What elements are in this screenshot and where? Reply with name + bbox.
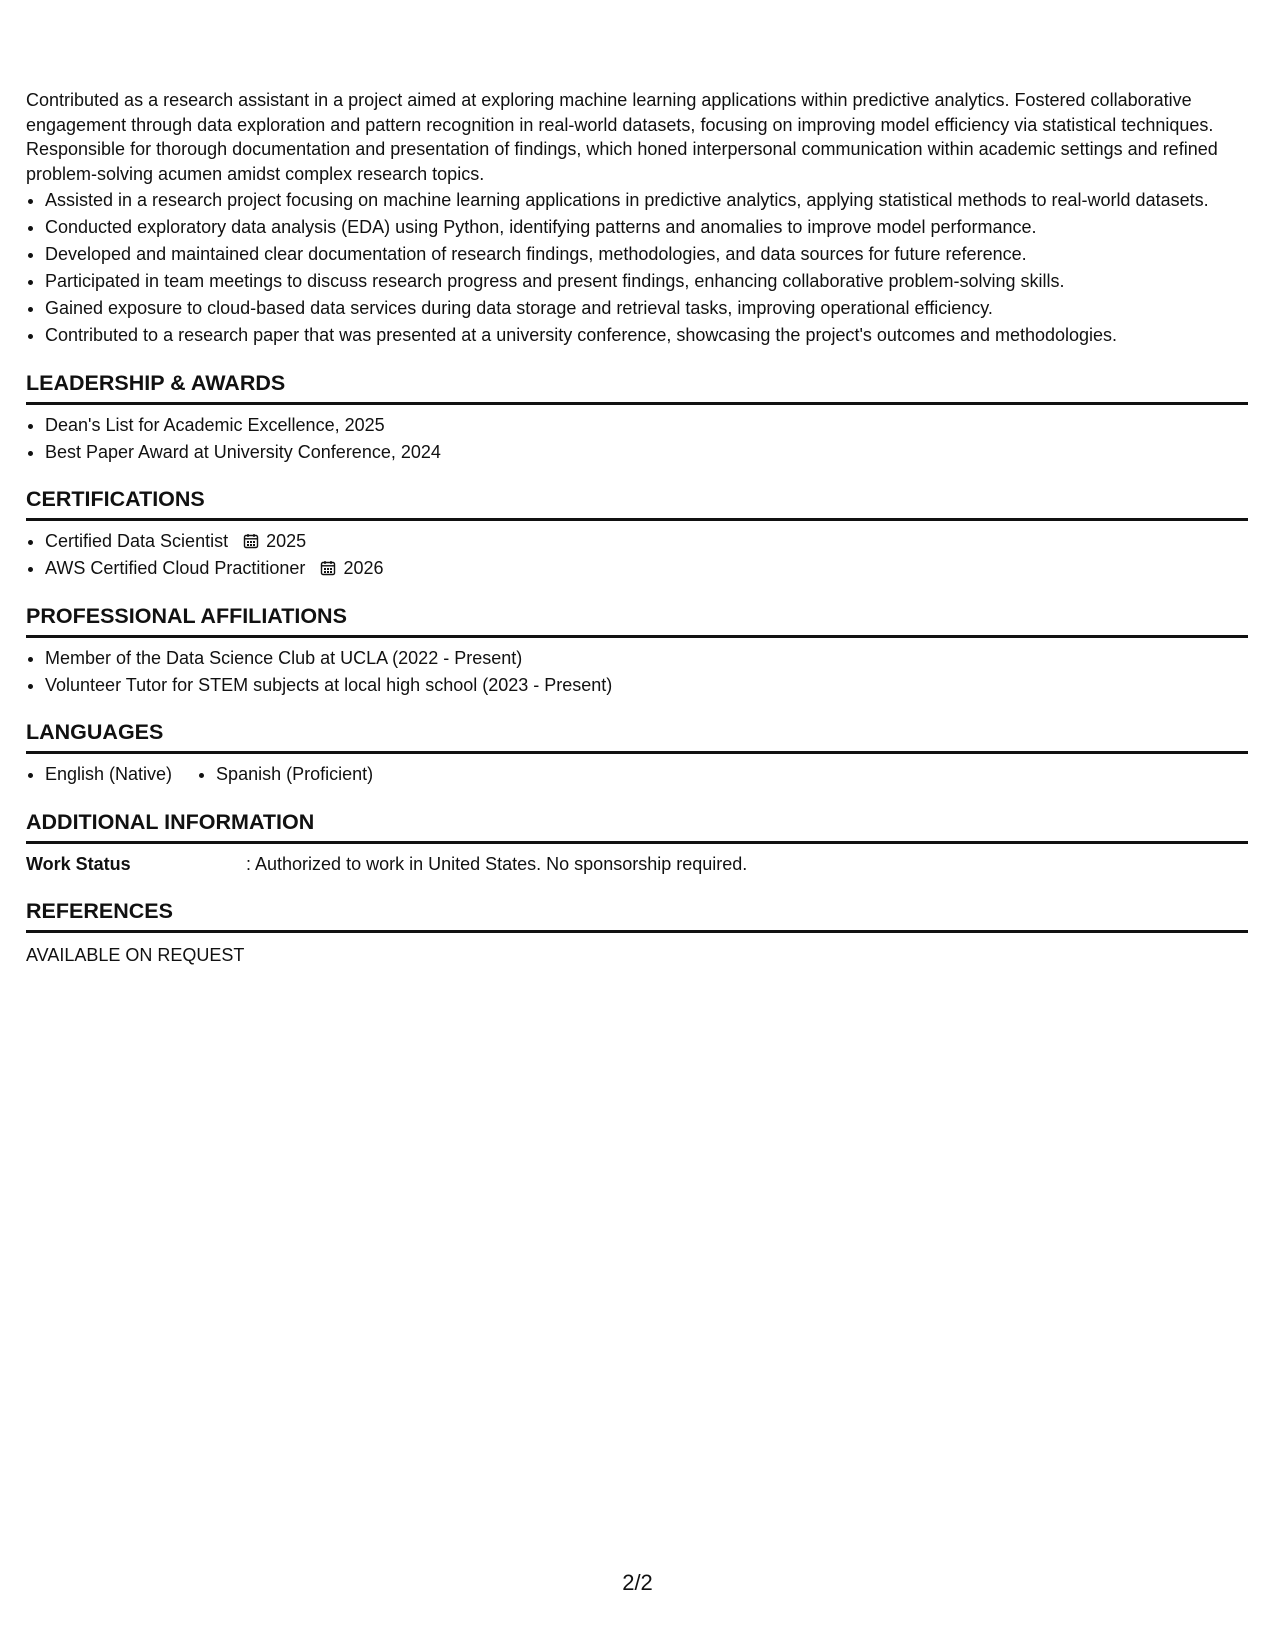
work-status-value: : Authorized to work in United States. No sponsorship required.	[246, 853, 748, 874]
section-title-additional-info: ADDITIONAL INFORMATION	[26, 809, 1248, 844]
calendar-icon	[320, 560, 336, 576]
certifications-list	[26, 529, 1248, 581]
page-number: 2/2	[622, 1570, 653, 1595]
certification-item	[45, 556, 1248, 581]
calendar-icon	[243, 533, 259, 549]
language-item: • English (Native)	[45, 762, 172, 787]
list-item: • Conducted exploratory data analysis (EDA) using Python, identifying patterns and anomalies to improve model performance.	[45, 215, 1248, 240]
certification-name: Certified Data Scientist	[45, 531, 229, 551]
list-item: • Participated in team meetings to discuss research progress and present findings, enhancing collaborative problem-solving skills.	[45, 269, 1248, 294]
leadership-list	[26, 413, 1248, 465]
affiliations-list	[26, 646, 1248, 698]
certification-name: AWS Certified Cloud Practitioner	[45, 558, 306, 578]
list-item: • Member of the Data Science Club at UCLA (2022 - Present)	[45, 646, 1248, 671]
section-title-certifications: CERTIFICATIONS	[26, 486, 1248, 521]
certification-item	[45, 529, 1248, 554]
work-status-row	[26, 852, 1248, 877]
references-text: AVAILABLE ON REQUEST	[26, 945, 245, 965]
experience-summary: Contributed as a research assistant in a project aimed at exploring machine learning applications within predictive analytics. Fostered collaborative engagement through data exploration and pattern recognition in real-world datasets, focusing on improving model efficiency via statistical techniques. Responsible for thorough documentation and presentation of findings, which honed interpersonal communication within academic settings and refined problem-solving acumen amidst complex research topics.	[26, 90, 1218, 184]
list-item: • Volunteer Tutor for STEM subjects at local high school (2023 - Present)	[45, 673, 1248, 698]
section-title-leadership: LEADERSHIP & AWARDS	[26, 370, 1248, 405]
section-title-languages: LANGUAGES	[26, 719, 1248, 754]
list-item: • Dean's List for Academic Excellence, 2025	[45, 413, 1248, 438]
languages-list	[26, 762, 1248, 787]
work-status-label: Work Status	[26, 853, 131, 874]
experience-bullets	[26, 188, 1248, 348]
certification-year: 2026	[343, 558, 384, 578]
certification-year: 2025	[266, 531, 307, 551]
list-item: • Best Paper Award at University Conference, 2024	[45, 440, 1248, 465]
list-item: • Assisted in a research project focusing on machine learning applications in predictive analytics, applying statistical methods to real-world datasets.	[45, 188, 1248, 213]
list-item: • Developed and maintained clear documentation of research findings, methodologies, and data sources for future reference.	[45, 242, 1248, 267]
list-item: • Contributed to a research paper that was presented at a university conference, showcasing the project's outcomes and methodologies.	[45, 323, 1248, 348]
language-item: • Spanish (Proficient)	[216, 762, 373, 787]
section-title-affiliations: PROFESSIONAL AFFILIATIONS	[26, 603, 1248, 638]
section-title-references: REFERENCES	[26, 898, 1248, 933]
resume-page	[26, 88, 1248, 968]
list-item: • Gained exposure to cloud-based data services during data storage and retrieval tasks, improving operational efficiency.	[45, 296, 1248, 321]
